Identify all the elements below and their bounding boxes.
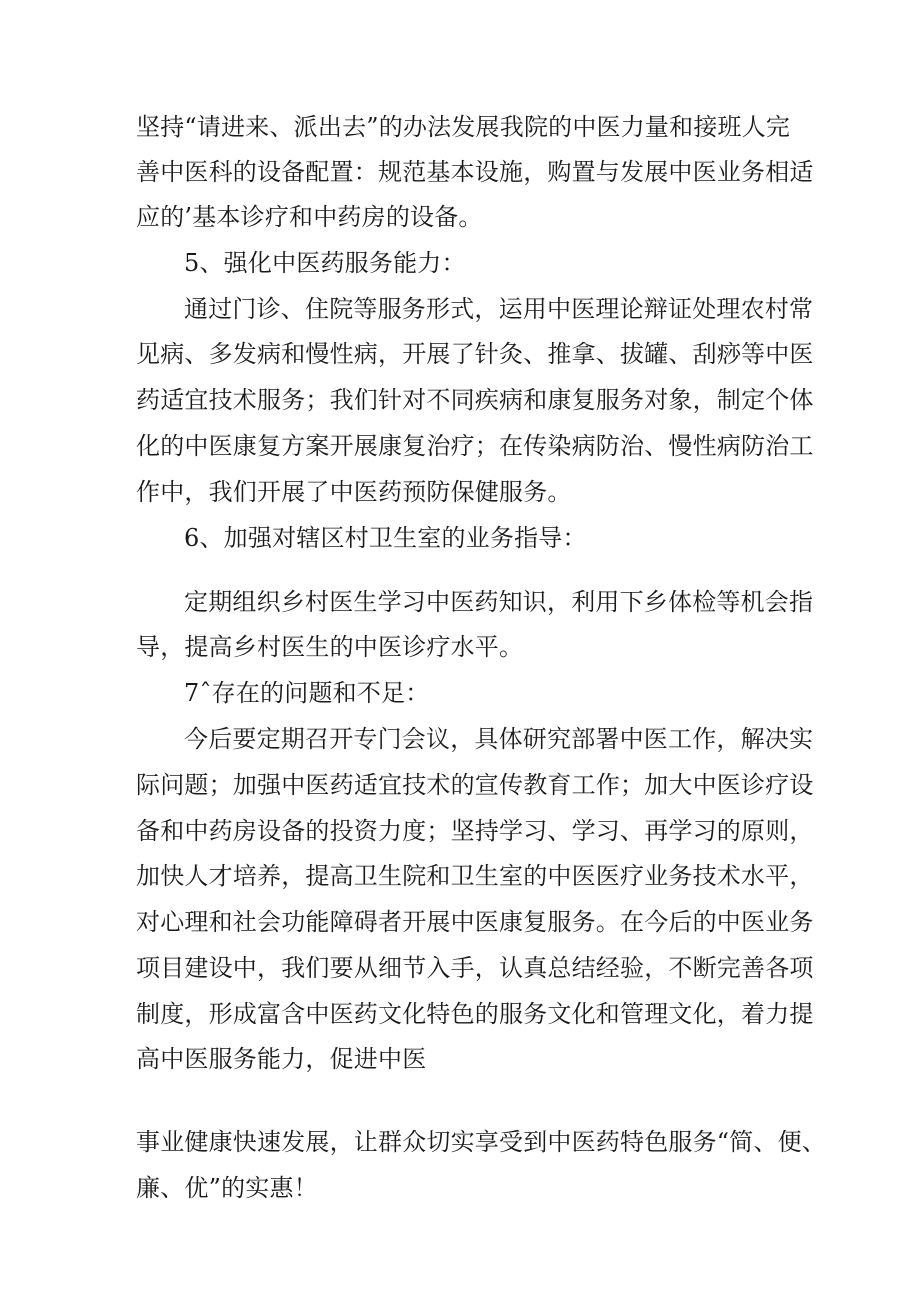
text-line: 际问题；加强中医药适宜技术的宣传教育工作；加大中医诊疗设 xyxy=(136,771,814,799)
text-line: 见病、多发病和慢性病，开展了针灸、推拿、拔罐、刮痧等中医 xyxy=(136,340,814,368)
text-line: 高中医服务能力，促进中医 xyxy=(136,1045,427,1073)
text-line: 导，提高乡村医生的中医诊疗水平。 xyxy=(136,633,524,661)
text-line: 项目建设中，我们要从细节入手，认真总结经验，不断完善各项 xyxy=(136,954,814,982)
text-line: 备和中药房设备的投资力度；坚持学习、学习、再学习的原则， xyxy=(136,817,814,845)
text-line: 对心理和社会功能障碍者开展中医康复服务。在今后的中医业务 xyxy=(136,908,814,936)
text-line: 坚持“请进来、派出去”的办法发展我院的中医力量和接班人完 xyxy=(136,113,791,141)
text-line: 制度，形成富含中医药文化特色的服务文化和管理文化，着力提 xyxy=(136,1000,814,1028)
text-line: 药适宜技术服务；我们针对不同疾病和康复服务对象，制定个体 xyxy=(136,386,814,414)
text-line: 应的’基本诊疗和中药房的设备。 xyxy=(136,203,483,231)
text-line: 作中，我们开展了中医药预防保健服务。 xyxy=(136,478,572,506)
text-line: 事业健康快速发展，让群众切实享受到中医药特色服务“简、便、 xyxy=(136,1128,827,1156)
text-line: 今后要定期召开专门会议，具体研究部署中医工作，解决实 xyxy=(184,725,814,753)
section-heading: 5、强化中医药服务能力： xyxy=(184,249,466,277)
section-heading: 7ˆ存在的问题和不足： xyxy=(184,679,430,707)
text-line: 加快人才培养，提高卫生院和卫生室的中医医疗业务技术水平， xyxy=(136,862,814,890)
text-line: 廉、优”的实惠！ xyxy=(136,1174,318,1202)
text-line: 化的中医康复方案开展康复治疗；在传染病防治、慢性病防治工 xyxy=(136,432,814,460)
section-heading: 6、加强对辖区村卫生室的业务指导： xyxy=(184,524,587,552)
text-line: 通过门诊、住院等服务形式，运用中医理论辩证处理农村常 xyxy=(184,295,814,323)
text-line: 善中医科的设备配置：规范基本设施，购置与发展中医业务相适 xyxy=(136,158,814,186)
text-line: 定期组织乡村医生学习中医药知识，利用下乡体检等机会指 xyxy=(184,588,814,616)
